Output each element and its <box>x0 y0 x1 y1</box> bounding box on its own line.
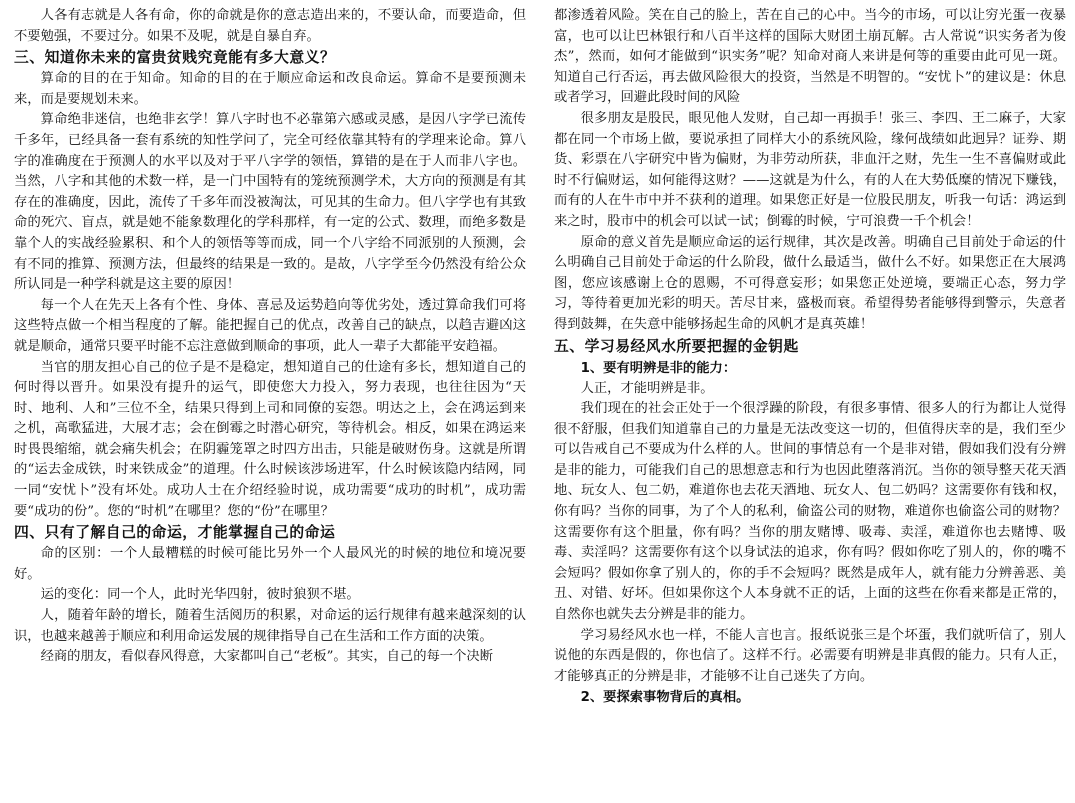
paragraph: 人，随着年龄的增长，随着生活阅历的积累，对命运的运行规律有越来越深刻的认识，也越来越善于顺应和利用命运发展的规律指导自己在生活和工作方面的决策。 <box>14 608 526 644</box>
paragraph: 都渗透着风险。笑在自己的脸上，苦在自己的心中。当今的市场，可以让穷光蛋一夜暴富，也可以让巴林银行和八百半这样的国际大财团土崩瓦解。古人常说“识实务者为俊杰”，然而，如何才能做到“识实务”呢？知命对商人来讲是何等的重要由此可见一斑。知道自己行否运，再去做风险很大的投资，当然是不明智的。“安忧卜”的建议是：休息或者学习，回避此段时间的风险 <box>554 8 1066 106</box>
paragraph: 经商的朋友，看似春风得意，大家都叫自己“老板”。其实，自己的每一个决断 <box>40 649 493 665</box>
paragraph: 运的变化：同一个人，此时光华四射，彼时狼狈不堪。 <box>40 587 360 603</box>
section-heading: 五、学习易经风水所要把握的金钥匙 <box>554 337 799 355</box>
section-heading: 四、只有了解自己的命运，才能掌握自己的命运 <box>14 524 336 542</box>
paragraph: 算命绝非迷信，也绝非玄学！算八字时也不必靠第六感或灵感，是因八字学已流传千多年，已经具备一套有系统的知性学问了，完全可经依靠其特有的学理来论命。算八字的准确度在于预测人的水平以及对于平八字学的领悟，算错的是在于人而非八字也。当然，八字和其他的术数一样，是一门中国特有的笼统预测学术，大方向的预测是有其存在的准确度，因此，流传了千多年而没被淘汰，可见其的生命力。但八字学也有其致命的死穴、盲点，就是她不能象数理化的学科那样，有一定的公式、数理，而绝多数是靠个人的实战经验累积、和个人的领悟等等而成，同一个八字给不同派别的人预测，会有不同的推算、预测方法，但最终的结果是一致的。是故，八字学至今仍然没有给公众所认同是一种学科就是这主要的原因！ <box>14 112 526 293</box>
paragraph: 人各有志就是人各有命，你的命就是你的意志造出来的，不要认命，而要造命，但不要勉强，不要过分。如果不及呢，就是自暴自弃。 <box>14 8 526 44</box>
subsection-heading: 2、要探索事物背后的真相。 <box>580 690 750 706</box>
section-heading: 三、知道你未来的富贵贫贱究竟能有多大意义？ <box>14 49 336 67</box>
paragraph: 人正，才能明辨是非。 <box>580 380 714 396</box>
subsection-heading: 1、要有明辨是非的能力： <box>580 360 737 376</box>
paragraph: 学习易经风水也一样，不能人言也言。报纸说张三是个坏蛋，我们就听信了，别人说他的东西是假的，你也信了。这样不行。必需要有明辨是非真假的能力。只有人正，才能够真正的分辨是非，才能够不让自己迷失了方向。 <box>554 627 1066 684</box>
paragraph: 当官的朋友担心自己的位子是不是稳定，想知道自己的仕途有多长，想知道自己的何时得以晋升。如果没有提升的运气，即使您大力投入，努力表现，也往往因为“天时、地利、人和”三位不全，结果只得到上司和同僚的妄怨。明达之上，会在鸿运到来之机，高歌猛进，大展才志；会在倒霉之时潜心研究，等待机会。相反，如果在鸿运来时畏畏缩缩，就会痛失机会；在阴霾笼罩之时四方出击，只能是破财伤身。这就是所谓的“运去金成铁，时来铁成金”的道理。什么时候该涉场进军，什么时候该隐内结网，同一同“安忧卜”没有坏处。成功人士在介绍经验时说，成功需要“成功的时机”，成功需要“成功的份”。您的“时机”在哪里？您的“份”在哪里？ <box>14 359 526 519</box>
paragraph: 命的区别：一个人最糟糕的时候可能比另外一个人最风光的时候的地位和境况要好。 <box>14 546 526 582</box>
paragraph: 我们现在的社会正处于一个很浮躁的阶段，有很多事情、很多人的行为都让人觉得很不舒服，但我们知道靠自己的力量是无法改变这一切的，但值得庆幸的是，我们至少可以告戒自己不要成为什么样的人。世间的事情总有一个是非对错，假如我们没有分辨是非的能力，可能我们自己的思想意志和行为也因此堕落消沉。当你的领导整天花天酒地、玩女人、包二奶，难道你也去花天酒地、玩女人、包二奶吗？这需要你有钱和权，你有吗？当你的同事，为了个人的私利，偷盗公司的财物，难道你也偷盗公司的财物？这需要你有这个胆量，你有吗？当你的朋友赌博、吸毒、卖淫，难道你也去赌博、吸毒、卖淫吗？这需要你有这个以身试法的追求，你有吗？假如你吃了别人的，你的嘴不会短吗？假如你拿了别人的，你的手不会短吗？既然是成年人，就有能力分辨善恶、美丑、对错、好坏。但如果你这个人本身就不正的话，上面的这些在你看来都是正常的，自然你也就失去分辨是非的能力。 <box>554 401 1066 623</box>
left-column <box>14 6 526 668</box>
paragraph: 算命的目的在于知命。知命的目的在于顺应命运和改良命运。算命不是要预测未来，而是要规划未来。 <box>14 71 526 107</box>
paragraph: 每一个人在先天上各有个性、身体、喜忌及运势趋向等优劣处，透过算命我们可将这些特点做一个相当程度的了解。能把握自己的优点，改善自己的缺点，以趋吉避凶这就是顺命，通常只要平时能不忘注意做到顺命的事项，此人一辈子大都能平安趋福。 <box>14 297 526 354</box>
paragraph: 很多朋友是股民，眼见他人发财，自己却一再损手！张三、李四、王二麻子，大家都在同一个市场上做，要说承担了同样大小的系统风险，缘何战绩如此迥异？证券、期货、彩票在八字研究中皆为偏财，为非劳动所获，非血汗之财，先生一生不喜偏财或此时不行偏财运，如何能得这财？——这就是为什么，有的人在大势低糜的情况下赚钱，而有的人在牛市中并不获利的道理。如果您正好是一位股民朋友，听我一句话：鸿运到来之时，股市中的机会可以试一试；倒霉的时候，宁可浪费一千个机会！ <box>554 110 1066 229</box>
right-column <box>554 6 1066 708</box>
paragraph: 原命的意义首先是顺应命运的运行规律，其次是改善。明确自己目前处于命运的什么明确自己目前处于命运的什么阶段，做什么最适当，做什么不好。如果您正在大展鸿图，您应该感谢上仓的恩赐，不可得意妄形；如果您正处逆境，要端正心态，努力学习，等待着更加光彩的明天。苦尽甘来，盛极而衰。希望得势者能够得到警示，失意者得到鼓舞，在失意中能够扬起生命的风帆才是真英雄！ <box>554 234 1066 332</box>
